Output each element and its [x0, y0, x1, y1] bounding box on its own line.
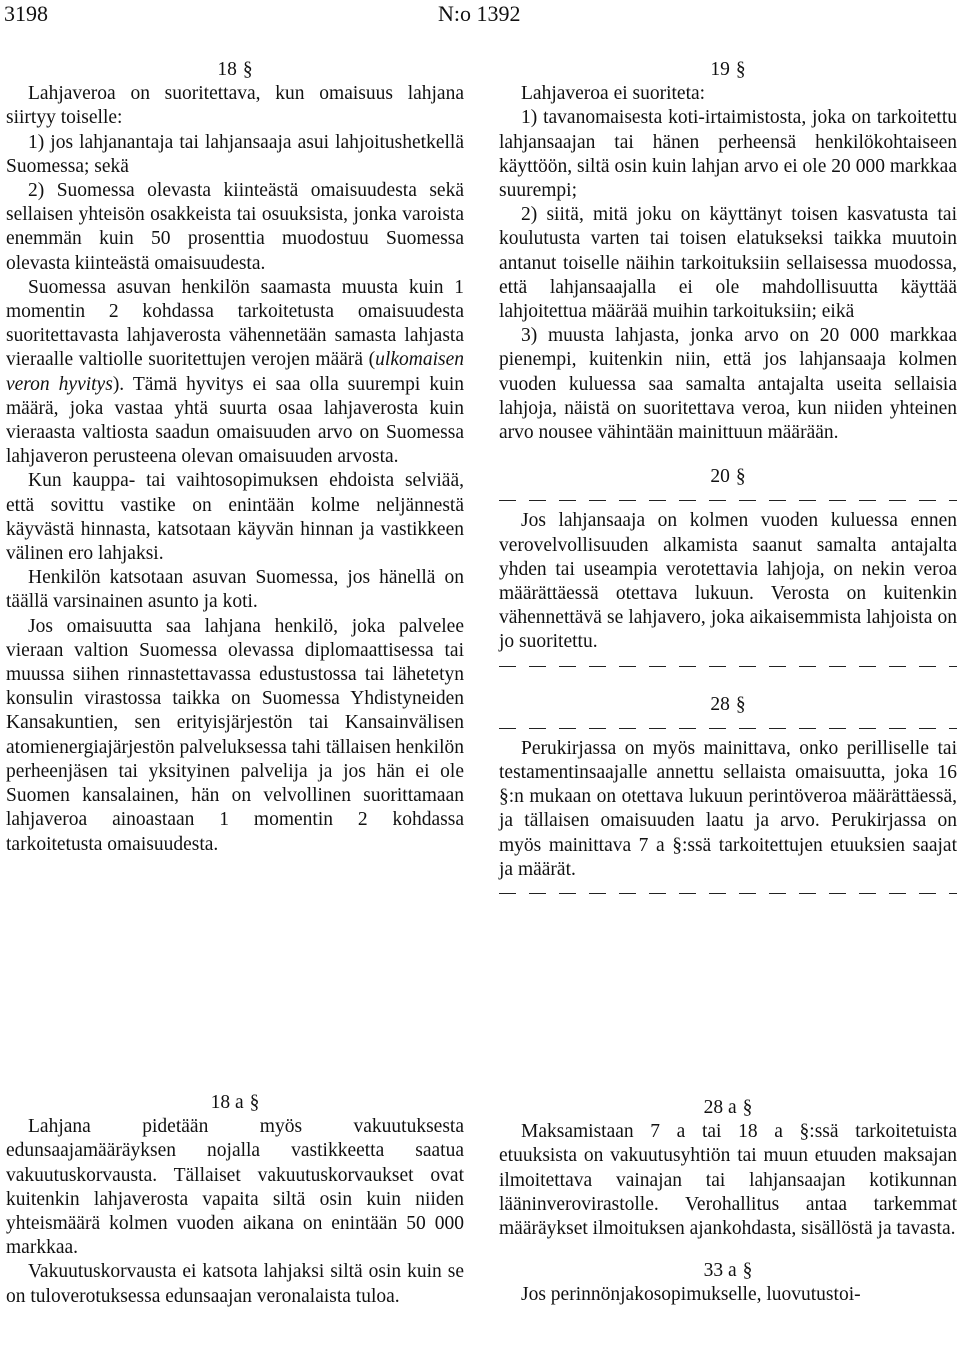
section-heading-28: 28 § — [710, 693, 746, 715]
section-heading-33a: 33 a § — [703, 1260, 753, 1282]
section-heading-18a: 18 a § — [210, 1092, 260, 1113]
section-sign-icon: § — [735, 693, 746, 715]
paragraph: Jos omaisuutta saa lahjana henkilö, joka palvelee vieraan valtion Suomessa olevassa diplomaattisessa tai muussa siihen rinnastettavassa edustustossa tai lähetetyn konsulin virastossa taikka on Suomessa Yhdistyneiden Kansakuntien, sen erityisjärjestön tai Kansainvälisen atomienergiajärjestön palveluksessa tahi tällaisen henkilön perheenjäsen tai yksityinen palvelija ja jos hän ei ole Suomen kansalainen, hän on velvollinen suorittamaan lahjaveroa ainoastaan 1 momentin 2 kohdassa tarkoitetusta omaisuudesta. — [6, 615, 464, 855]
section-sign-icon: § — [735, 59, 746, 80]
paragraph: Perukirjassa on myös mainittava, onko perilliselle tai testamentinsaajalle annettu sellaista omaisuutta, joka 16 §:n mukaan on otettava lukuun perintöveroa määrättäessä, ja tällaisen omaisuuden laatu ja arvo. Perukirjassa on myös mainittava 7 a §:ssä tarkoitettujen etuuksien saajat ja määrät. — [499, 737, 957, 880]
paragraph: Suomessa asuvan henkilön saamasta muusta kuin 1 momentin 2 kohdassa tarkoitetusta omaisuudesta suoritettavasta lahjaverosta vähennetään samasta lahjasta vieraalle valtiolle suoritettujen verojen määrä (ulkomaisen veron hyvitys). Tämä hyvitys ei saa olla suurempi kuin määrä, joka vastaa yhtä suurta osaa lahjaverosta kuin vieraasta valtiosta saadun omaisuuden arvo on Suomessa lahjaveron perusteena olevan omaisuuden arvosta. — [6, 276, 464, 468]
page-header — [0, 0, 960, 30]
list-item: 2) Suomessa olevasta kiinteästä omaisuudesta sekä sellaisen yhteisön osakkeista tai osuuksista, jonka varoista enemmän kuin 50 prosenttia muodostuu Suomessa olevasta kiinteästä omaisuudesta. — [6, 180, 464, 274]
section-sign-icon: § — [742, 1260, 753, 1282]
omission-dashes — [499, 495, 957, 505]
right-column-top — [499, 58, 957, 902]
paragraph: Lahjana pidetään myös vakuutuksesta edunsaajamääräyksen nojalla vastikkeetta saatua vakuutuskorvausta. Tällaiset vakuutuskorvaukset ovat kuitenkin lahjaverosta vapaita siltä osin kuin niiden yhteismäärä kolmen vuoden aikana on enintään 50 000 markkaa. — [6, 1116, 464, 1259]
issue-number: N:o 1392 — [438, 1, 521, 26]
section-heading-18: 18 § — [217, 59, 253, 80]
list-item: 2) siitä, mitä joku on käyttänyt toisen kasvatusta tai koulutusta varten tai toisen elatukseksi taikka muutoin antanut toiselle näihin tarkoituksiin sellaisessa muodossa, että lahjansaajalla ei ole mahdollisuutta käyttää lahjoitettua määrää muihin tarkoituksiin; eikä — [499, 204, 957, 323]
section-sign-icon: § — [242, 59, 253, 80]
list-item: 1) jos lahjanantaja tai lahjansaaja asui lahjoitushetkellä Suomessa; sekä — [6, 131, 464, 177]
paragraph: Jos lahjansaaja on kolmen vuoden kuluessa ennen verovelvollisuuden alkamista saanut samalta antajalta yhden tai useampia verotettavia lahjoja, on nekin veroa määrättäessä otettava lukuun. Verosta on kuitenkin vähennettävä se lahjavero, joka aikaisemmista lahjoista on jo suoritettu. — [499, 510, 957, 653]
list-item: 3) muusta lahjasta, jonka arvo on 20 000 markkaa pienempi, kuitenkin niin, että jos lahjansaaja kolmen vuoden kuluessa saa samalta antajalta useita sellaisia lahjoja, näistä on suoritettava veroa, kun niiden yhteinen arvo nousee vähintään mainittuun määrään. — [499, 325, 957, 444]
left-column-bottom — [6, 1091, 464, 1309]
omission-dashes — [499, 661, 957, 671]
paragraph: Vakuutuskorvausta ei katsota lahjaksi siltä osin kuin se on tuloverotuksessa edunsaajan veronalaista tuloa. — [6, 1261, 464, 1307]
paragraph: Jos perinnönjakosopimukselle, luovutustoi- — [521, 1284, 861, 1306]
section-heading-28a: 28 a § — [703, 1097, 753, 1118]
left-column-top — [6, 58, 464, 857]
section-sign-icon: § — [735, 466, 746, 488]
list-item: 1) tavanomaisesta koti-irtaimistosta, joka on tarkoitettu lahjansaajan tai hänen perheensä henkilökohtaiseen käyttöön, siltä osin kuin lahjan arvo ei ole 20 000 markkaa suurempi; — [499, 107, 957, 202]
page-number: 3198 — [4, 1, 48, 26]
section-sign-icon: § — [742, 1097, 753, 1118]
paragraph: Lahjaveroa on suoritettava, kun omaisuus lahjana siirtyy toiselle: — [6, 83, 464, 129]
section-sign-icon: § — [249, 1092, 260, 1113]
section-heading-20: 20 § — [710, 466, 746, 488]
omission-dashes — [499, 723, 957, 733]
paragraph: Lahjaveroa ei suoriteta: — [521, 83, 706, 105]
section-heading-19: 19 § — [710, 59, 746, 80]
paragraph: Henkilön katsotaan asuvan Suomessa, jos hänellä on täällä varsinainen asunto ja koti. — [6, 567, 464, 613]
omission-dashes — [499, 888, 957, 898]
paragraph: Kun kauppa- tai vaihtosopimuksen ehdoista selviää, että sovittu vastike on enintään kolme neljännestä käyvästä hinnasta, katsotaan käyvän hinnan ja vastikkeen välinen ero lahjaksi. — [6, 470, 464, 565]
paragraph: Maksamistaan 7 a tai 18 a §:ssä tarkoitetuista etuuksista on vakuutusyhtiön tai muun etuuden maksajan ilmoitettava vainajan tai lahjansaajan kotikunnan lääninverovirastolle. Verohallitus antaa tarkemmat määräykset ilmoituksen ajankohdasta, sisällöstä ja tavasta. — [499, 1121, 957, 1240]
right-column-bottom — [499, 1096, 957, 1308]
italic-term: ulkomaisen veron hyvitys — [6, 349, 464, 395]
